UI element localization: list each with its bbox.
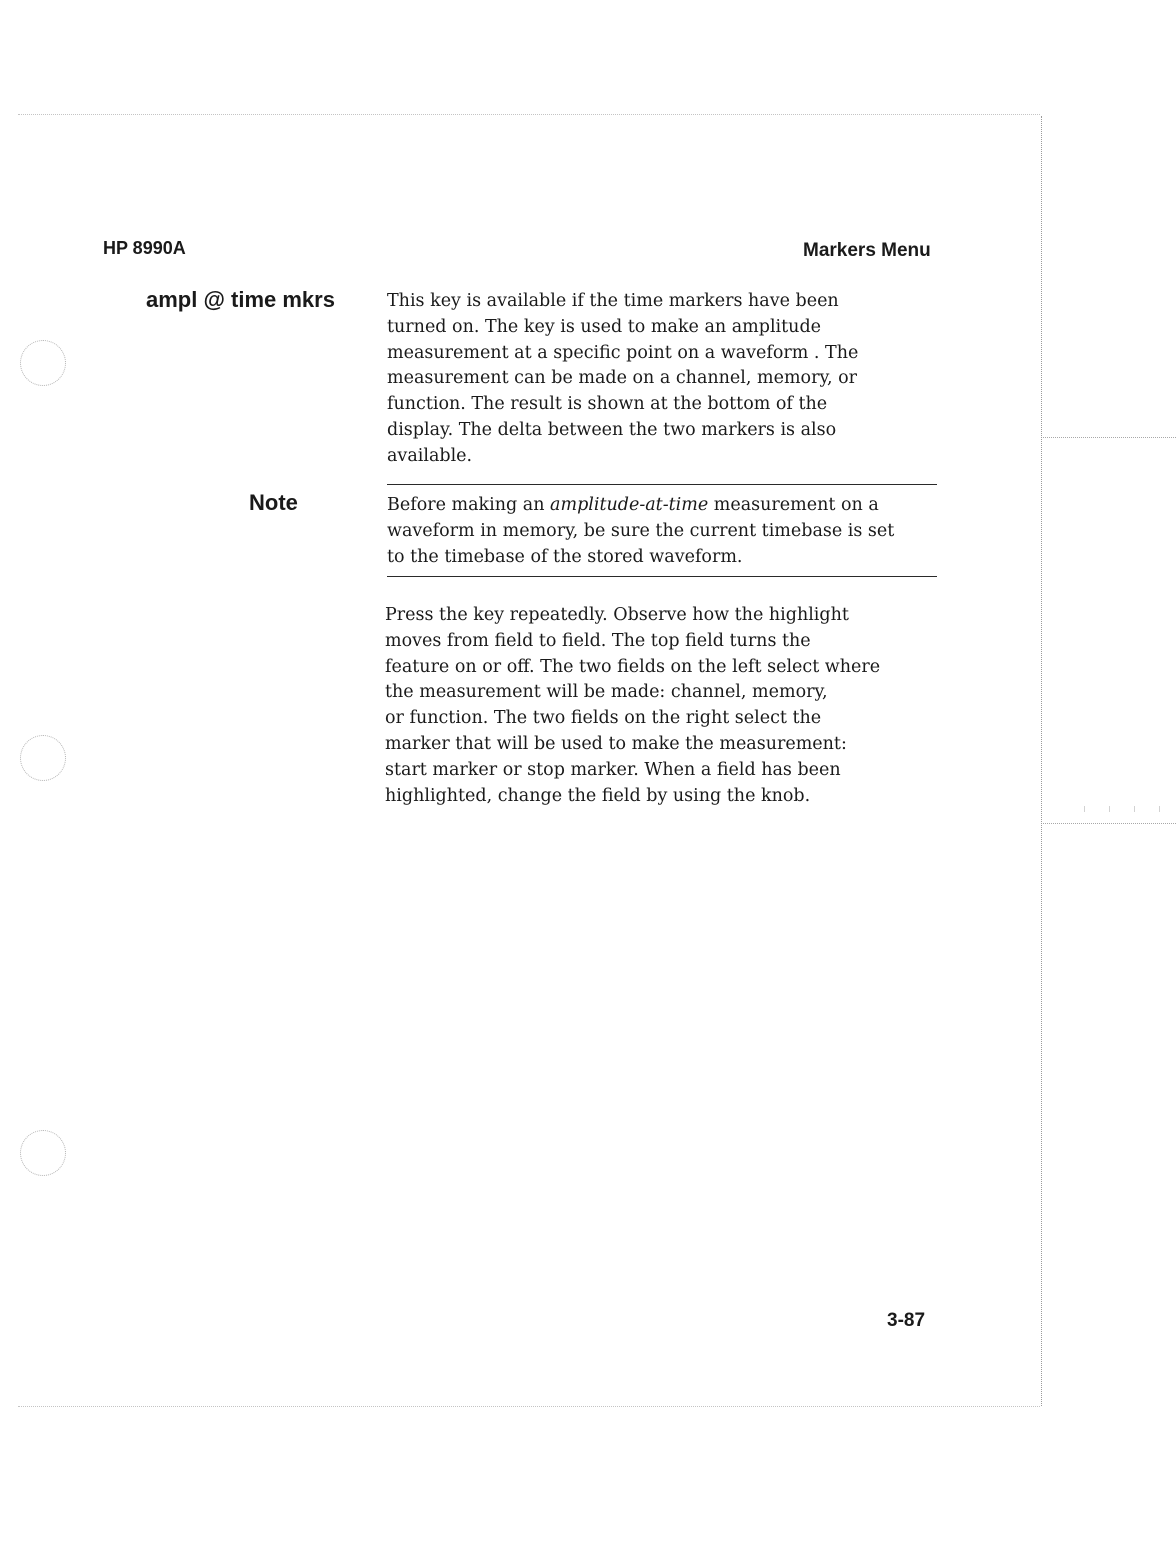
text-line: or function. The two fields on the right select the bbox=[385, 708, 822, 729]
header-section-title: Markers Menu bbox=[803, 240, 931, 261]
text-line: measurement at a specific point on a waveform . The bbox=[387, 342, 859, 363]
text-line: Before making an bbox=[387, 495, 551, 515]
note-text bbox=[387, 493, 947, 570]
text-line: This key is available if the time markers have been bbox=[387, 291, 839, 311]
text-line: function. The result is shown at the bottom of the bbox=[387, 394, 828, 415]
text-line: the measurement will be made: channel, memory, bbox=[385, 682, 828, 703]
text-line: highlighted, change the field by using the knob. bbox=[385, 785, 811, 806]
text-line: to the timebase of the stored waveform. bbox=[387, 546, 743, 567]
text-line: Press the key repeatedly. Observe how the highlight bbox=[385, 605, 849, 625]
page-edge-right bbox=[1041, 116, 1042, 1406]
text-line: turned on. The key is used to make an amplitude bbox=[387, 316, 822, 337]
text-line: marker that will be used to make the measurement: bbox=[385, 733, 847, 754]
note-rule-bottom bbox=[387, 576, 937, 577]
note-rule-top bbox=[387, 484, 937, 485]
text-line: start marker or stop marker. When a field has been bbox=[385, 759, 841, 780]
binder-punch-hole bbox=[20, 735, 66, 781]
section-tab-divider bbox=[1043, 437, 1176, 438]
binder-punch-hole bbox=[20, 340, 66, 386]
section-tab-ticks bbox=[1060, 806, 1170, 812]
text-line: moves from field to field. The top field turns the bbox=[385, 630, 811, 651]
softkey-name: ampl @ time mkrs bbox=[146, 287, 335, 312]
binder-punch-hole bbox=[20, 1130, 66, 1176]
text-line: waveform in memory, be sure the current timebase is set bbox=[387, 520, 895, 541]
text-line: measurement can be made on a channel, memory, or bbox=[387, 368, 858, 389]
text-line: measurement on a bbox=[708, 495, 879, 515]
instructions-text bbox=[385, 603, 945, 809]
page-edge-top bbox=[18, 114, 1040, 115]
text-line: display. The delta between the two markers is also bbox=[387, 419, 837, 440]
page-number: 3-87 bbox=[887, 1310, 926, 1331]
emphasis-term: amplitude-at-time bbox=[550, 495, 709, 515]
text-line: available. bbox=[387, 445, 473, 466]
softkey-description bbox=[387, 289, 947, 470]
header-model: HP 8990A bbox=[103, 238, 186, 258]
note-label: Note bbox=[249, 490, 298, 515]
text-line: feature on or off. The two fields on the left select where bbox=[385, 656, 881, 677]
section-tab-divider bbox=[1043, 823, 1176, 824]
page-edge-bottom bbox=[18, 1406, 1040, 1407]
